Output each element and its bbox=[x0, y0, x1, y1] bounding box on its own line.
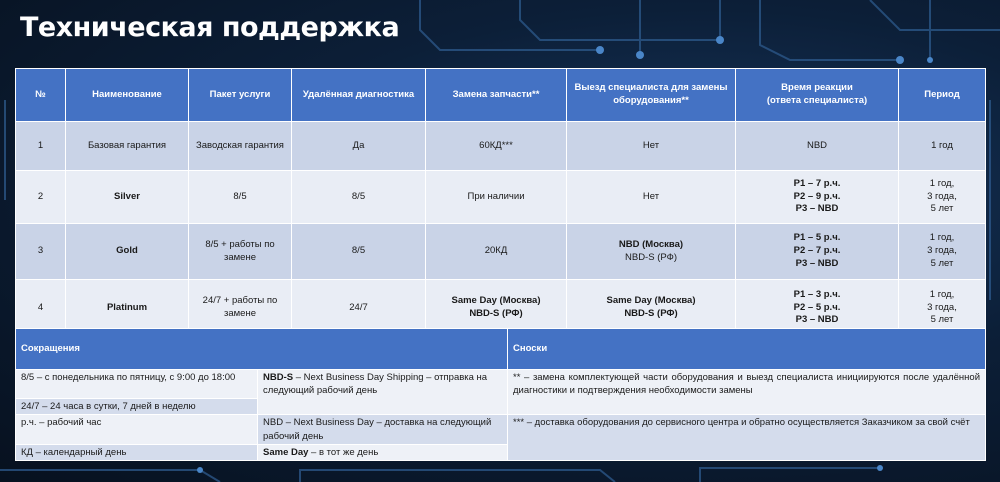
abbr-term: NBD-S bbox=[263, 372, 294, 383]
abbr-calendar-day: КД – календарный день bbox=[16, 444, 258, 460]
support-plans-table bbox=[15, 68, 986, 337]
cell-visit bbox=[567, 224, 736, 280]
cell-parts: 20КД bbox=[426, 224, 567, 280]
cell-name: Silver bbox=[66, 171, 189, 224]
response-p2: Р2 – 7 р.ч. bbox=[793, 245, 841, 257]
col-header-remote: Удалённая диагностика bbox=[292, 69, 426, 122]
cell-name: Базовая гарантия bbox=[66, 122, 189, 171]
abbr-8-5: 8/5 – с понедельника по пятницу, с 9:00 до 18:00 bbox=[16, 370, 258, 399]
parts-moscow: Same Day (Москва) bbox=[451, 295, 541, 307]
table-row bbox=[16, 171, 986, 224]
cell-num: 4 bbox=[16, 280, 66, 337]
col-header-parts: Замена запчасти** bbox=[426, 69, 567, 122]
cell-name: Platinum bbox=[66, 280, 189, 337]
col-header-num: № bbox=[16, 69, 66, 122]
cell-remote: 8/5 bbox=[292, 171, 426, 224]
period-2: 3 года, bbox=[927, 301, 957, 313]
visit-moscow: NBD (Москва) bbox=[618, 238, 684, 250]
col-header-response-line1: Время реакции bbox=[781, 82, 853, 94]
page-title: Техническая поддержка bbox=[20, 12, 400, 43]
period-2: 3 года, bbox=[927, 190, 957, 202]
abbr-nbd-s bbox=[258, 370, 508, 415]
visit-rf: NBD-S (РФ) bbox=[625, 251, 677, 263]
col-header-visit bbox=[567, 69, 736, 122]
abbreviations-heading: Сокращения bbox=[16, 329, 508, 370]
col-header-response-line2: (ответа специалиста) bbox=[766, 95, 868, 106]
response-p3: Р3 – NBD bbox=[795, 203, 839, 215]
abbr-definition: – Next Business Day – доставка на следующий рабочий день bbox=[263, 417, 492, 442]
col-header-visit-line2: оборудования** bbox=[613, 95, 689, 106]
cell-response: NBD bbox=[736, 122, 899, 171]
response-p2: Р2 – 5 р.ч. bbox=[793, 301, 841, 313]
period-3: 5 лет bbox=[930, 203, 954, 215]
abbr-definition: – Next Business Day Shipping – отправка на следующий рабочий день bbox=[263, 372, 488, 397]
cell-visit: Нет bbox=[567, 171, 736, 224]
cell-parts: 60КД*** bbox=[426, 122, 567, 171]
period-1: 1 год, bbox=[929, 177, 955, 189]
table-row bbox=[16, 224, 986, 280]
abbr-term: Same Day bbox=[263, 446, 309, 458]
response-p3: Р3 – NBD bbox=[795, 314, 839, 326]
footnotes-heading: Сноски bbox=[508, 329, 986, 370]
cell-visit: Нет bbox=[567, 122, 736, 171]
notes-row bbox=[16, 370, 986, 399]
footnote-triple-star: *** – доставка оборудования до сервисного центра и обратно осуществляется Заказчиком за свой счёт bbox=[508, 415, 986, 461]
cell-num: 3 bbox=[16, 224, 66, 280]
response-p2: Р2 – 9 р.ч. bbox=[793, 190, 841, 202]
cell-period bbox=[899, 171, 986, 224]
cell-package: 8/5 bbox=[189, 171, 292, 224]
response-p3: Р3 – NBD bbox=[795, 257, 839, 269]
cell-remote: 24/7 bbox=[292, 280, 426, 337]
cell-parts: При наличии bbox=[426, 171, 567, 224]
visit-moscow: Same Day (Москва) bbox=[606, 295, 696, 307]
col-header-name: Наименование bbox=[66, 69, 189, 122]
period-1: 1 год, bbox=[929, 232, 955, 244]
cell-name: Gold bbox=[66, 224, 189, 280]
abbr-same-day bbox=[258, 444, 508, 460]
cell-response bbox=[736, 171, 899, 224]
notes-row bbox=[16, 415, 986, 445]
abbr-nbd bbox=[258, 415, 508, 445]
cell-remote: 8/5 bbox=[292, 224, 426, 280]
abbr-term: NBD bbox=[263, 417, 284, 429]
table-header-row bbox=[16, 69, 986, 122]
cell-package: Заводская гарантия bbox=[189, 122, 292, 171]
cell-num: 1 bbox=[16, 122, 66, 171]
cell-num: 2 bbox=[16, 171, 66, 224]
response-p1: Р1 – 5 р.ч. bbox=[793, 232, 841, 244]
period-1: 1 год, bbox=[929, 288, 955, 300]
cell-period bbox=[899, 224, 986, 280]
period-2: 3 года, bbox=[927, 245, 957, 257]
col-header-visit-line1: Выезд специалиста для замены bbox=[574, 82, 728, 94]
period-3: 5 лет bbox=[930, 257, 954, 269]
cell-remote: Да bbox=[292, 122, 426, 171]
abbr-working-hour: р.ч. – рабочий час bbox=[16, 415, 258, 445]
parts-rf: NBD-S (РФ) bbox=[469, 308, 523, 319]
response-p1: Р1 – 3 р.ч. bbox=[793, 288, 841, 300]
table-row bbox=[16, 122, 986, 171]
col-header-period: Период bbox=[899, 69, 986, 122]
visit-rf: NBD-S (РФ) bbox=[624, 308, 678, 319]
col-header-response bbox=[736, 69, 899, 122]
cell-package: 8/5 + работы по замене bbox=[189, 224, 292, 280]
abbr-24-7: 24/7 – 24 часа в сутки, 7 дней в неделю bbox=[16, 399, 258, 415]
response-p1: Р1 – 7 р.ч. bbox=[793, 177, 841, 189]
period-3: 5 лет bbox=[930, 314, 954, 326]
cell-package: 24/7 + работы по замене bbox=[189, 280, 292, 337]
footnote-double-star: ** – замена комплектующей части оборудования и выезд специалиста инициируются после удалённой диагностики и подтверждения необходимости замены bbox=[508, 370, 986, 415]
notes-header-row bbox=[16, 329, 986, 370]
cell-response bbox=[736, 224, 899, 280]
col-header-package: Пакет услуги bbox=[189, 69, 292, 122]
notes-table bbox=[15, 328, 986, 461]
cell-period: 1 год bbox=[899, 122, 986, 171]
abbr-definition: – в тот же день bbox=[308, 446, 379, 458]
